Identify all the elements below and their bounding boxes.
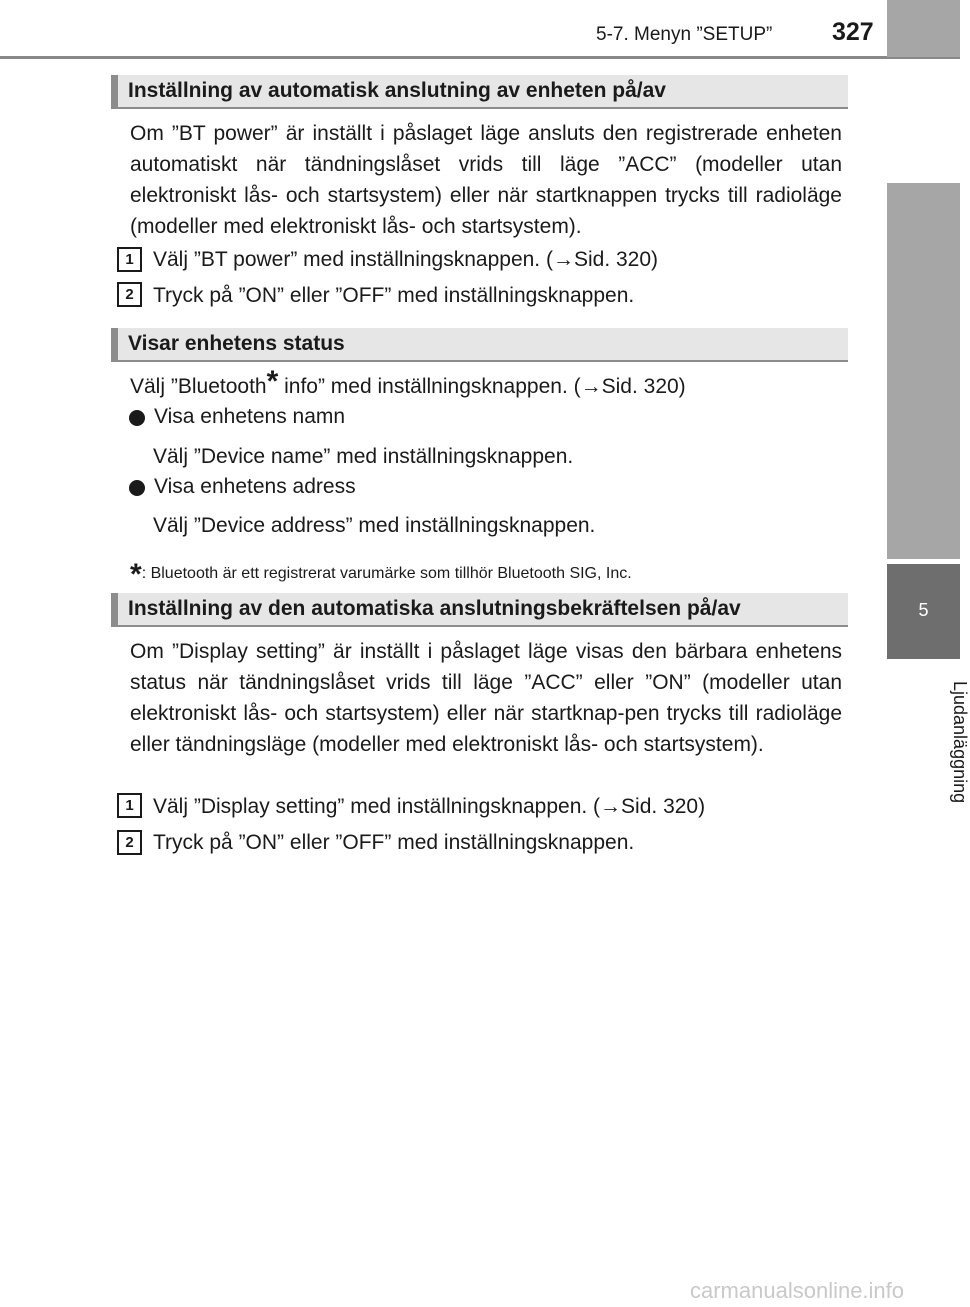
section-paragraph: Om ”Display setting” är inställt i påslaget läge visas den bärbara enhetens status när tändningslåset vrids till läge ”ACC” eller ”ON” (modeller utan elektroniskt lås- och startsystem) eller när startknap-pen trycks till radioläge eller tändningsläge (modeller med elektroniskt lås- och startsystem).	[130, 640, 842, 756]
header-section-title: 5-7. Menyn ”SETUP”	[596, 24, 773, 45]
side-tab-top	[887, 0, 960, 57]
header-divider	[0, 56, 960, 59]
footnote	[130, 552, 632, 591]
section-title: Inställning av den automatiska anslutningsbekräftelsen på/av	[128, 597, 741, 620]
step-number: 1	[117, 793, 142, 818]
step-text: Välj ”Display setting” med inställningsknappen. (→Sid. 320)	[153, 795, 706, 818]
section-header-bar	[111, 75, 118, 107]
bullet-item-instruction: Välj ”Device address” med inställningsknappen.	[153, 514, 596, 537]
footnote-text: : Bluetooth är ett registrerat varumärke som tillhör Bluetooth SIG, Inc.	[141, 565, 632, 582]
step-text: Tryck på ”ON” eller ”OFF” med inställningsknappen.	[153, 831, 635, 854]
section-title: Visar enhetens status	[128, 332, 345, 355]
intro-text-end: info” med inställningsknappen. (→Sid. 320)	[278, 375, 686, 398]
bullet-icon	[129, 410, 145, 426]
page-number: 327	[832, 18, 874, 46]
bullet-item-instruction: Välj ”Device name” med inställningsknappen.	[153, 445, 574, 468]
bullet-item-label: Visa enhetens namn	[154, 405, 346, 428]
intro-text-start: Välj ”Bluetooth	[130, 375, 267, 398]
section-paragraph: Om ”BT power” är inställt i påslaget läge ansluts den registrerade enheten automatiskt när tändningslåset vrids till läge ”ACC” (modeller utan elektroniskt lås- och startsystem) eller när startknappen trycks till radioläge (modeller med elektroniskt lås- och startsystem).	[130, 122, 842, 238]
step-number: 2	[117, 282, 142, 307]
side-tab-middle	[887, 183, 960, 559]
step-number: 1	[117, 247, 142, 272]
section-header-connection-confirmation	[111, 593, 848, 627]
section-intro	[130, 365, 686, 399]
section-title: Inställning av automatisk anslutning av enheten på/av	[128, 79, 666, 102]
section-header-bar	[111, 328, 118, 360]
footnote-marker: *	[266, 365, 279, 398]
chapter-number: 5	[918, 600, 929, 620]
footnote-star: *	[130, 558, 142, 591]
bullet-icon	[129, 480, 145, 496]
section-header-auto-connect	[111, 75, 848, 109]
step-number: 2	[117, 830, 142, 855]
step-text: Tryck på ”ON” eller ”OFF” med inställningsknappen.	[153, 284, 635, 307]
chapter-title: Ljudanläggning	[950, 680, 970, 804]
step-text: Välj ”BT power” med inställningsknappen. (→Sid. 320)	[153, 248, 659, 271]
section-header-bar	[111, 593, 118, 625]
bullet-item-label: Visa enhetens adress	[154, 475, 356, 498]
watermark: carmanualsonline.info	[690, 1278, 905, 1303]
section-header-device-status	[111, 328, 848, 362]
